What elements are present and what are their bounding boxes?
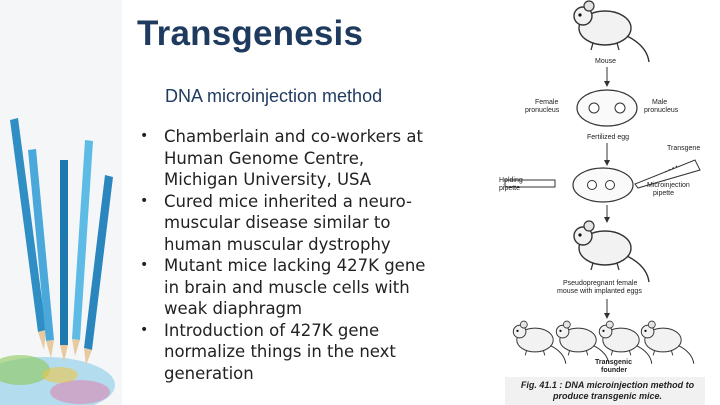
bullet-item [140,191,440,256]
bullet-item [140,320,440,385]
pencils-image [0,0,122,405]
bullet-icon: • [140,128,149,144]
founder-mouse-icon [641,321,694,364]
bullet-icon: • [140,257,149,273]
female-pronucleus-label: Female pronucleus [525,99,560,114]
slide-subtitle: DNA microinjection method [165,86,383,106]
bullet-icon: • [140,192,149,209]
transgene-label: Transgene [667,145,701,152]
bullet-text: Mutant mice lacking 427K gene in brain and muscle cells with weak diaphragm [164,256,426,318]
slide-title: Transgenesis [137,14,364,53]
microinjection-pipette-label: Microinjection pipette [647,182,690,197]
fertilized-egg-icon [577,90,637,126]
figure-caption [510,380,705,402]
pseudopregnant-mouse-icon [574,221,649,282]
pseudopregnant-label: Pseudopregnant female mouse with implanted eggs [557,280,642,295]
bullet-list [140,126,440,384]
bullet-item [140,126,440,191]
bullet-text: Introduction of 427K gene normalize things in the next generation [164,320,396,383]
mouse-label: Mouse [595,58,617,65]
holding-pipette-label: Holding pipette [499,177,523,192]
mouse-icon [574,1,649,62]
bullet-item [140,255,440,320]
fertilized-egg-label: Fertilized egg [587,134,630,141]
bullet-icon: • [140,321,149,338]
microinjection-figure [495,0,715,405]
transgenic-founder-label: Transgenic founder [595,359,632,374]
bullet-text: Chamberlain and co-workers at Human Genome Centre, Michigan University, USA [164,127,423,189]
bullet-text: Cured mice inherited a neuro-muscular disease similar to human muscular dystrophy [164,191,412,254]
male-pronucleus-label: Male pronucleus [644,99,679,114]
caption-text: DNA microinjection method to produce transgenic mice. [552,380,695,401]
caption-prefix: Fig. 41.1 : [520,380,563,390]
